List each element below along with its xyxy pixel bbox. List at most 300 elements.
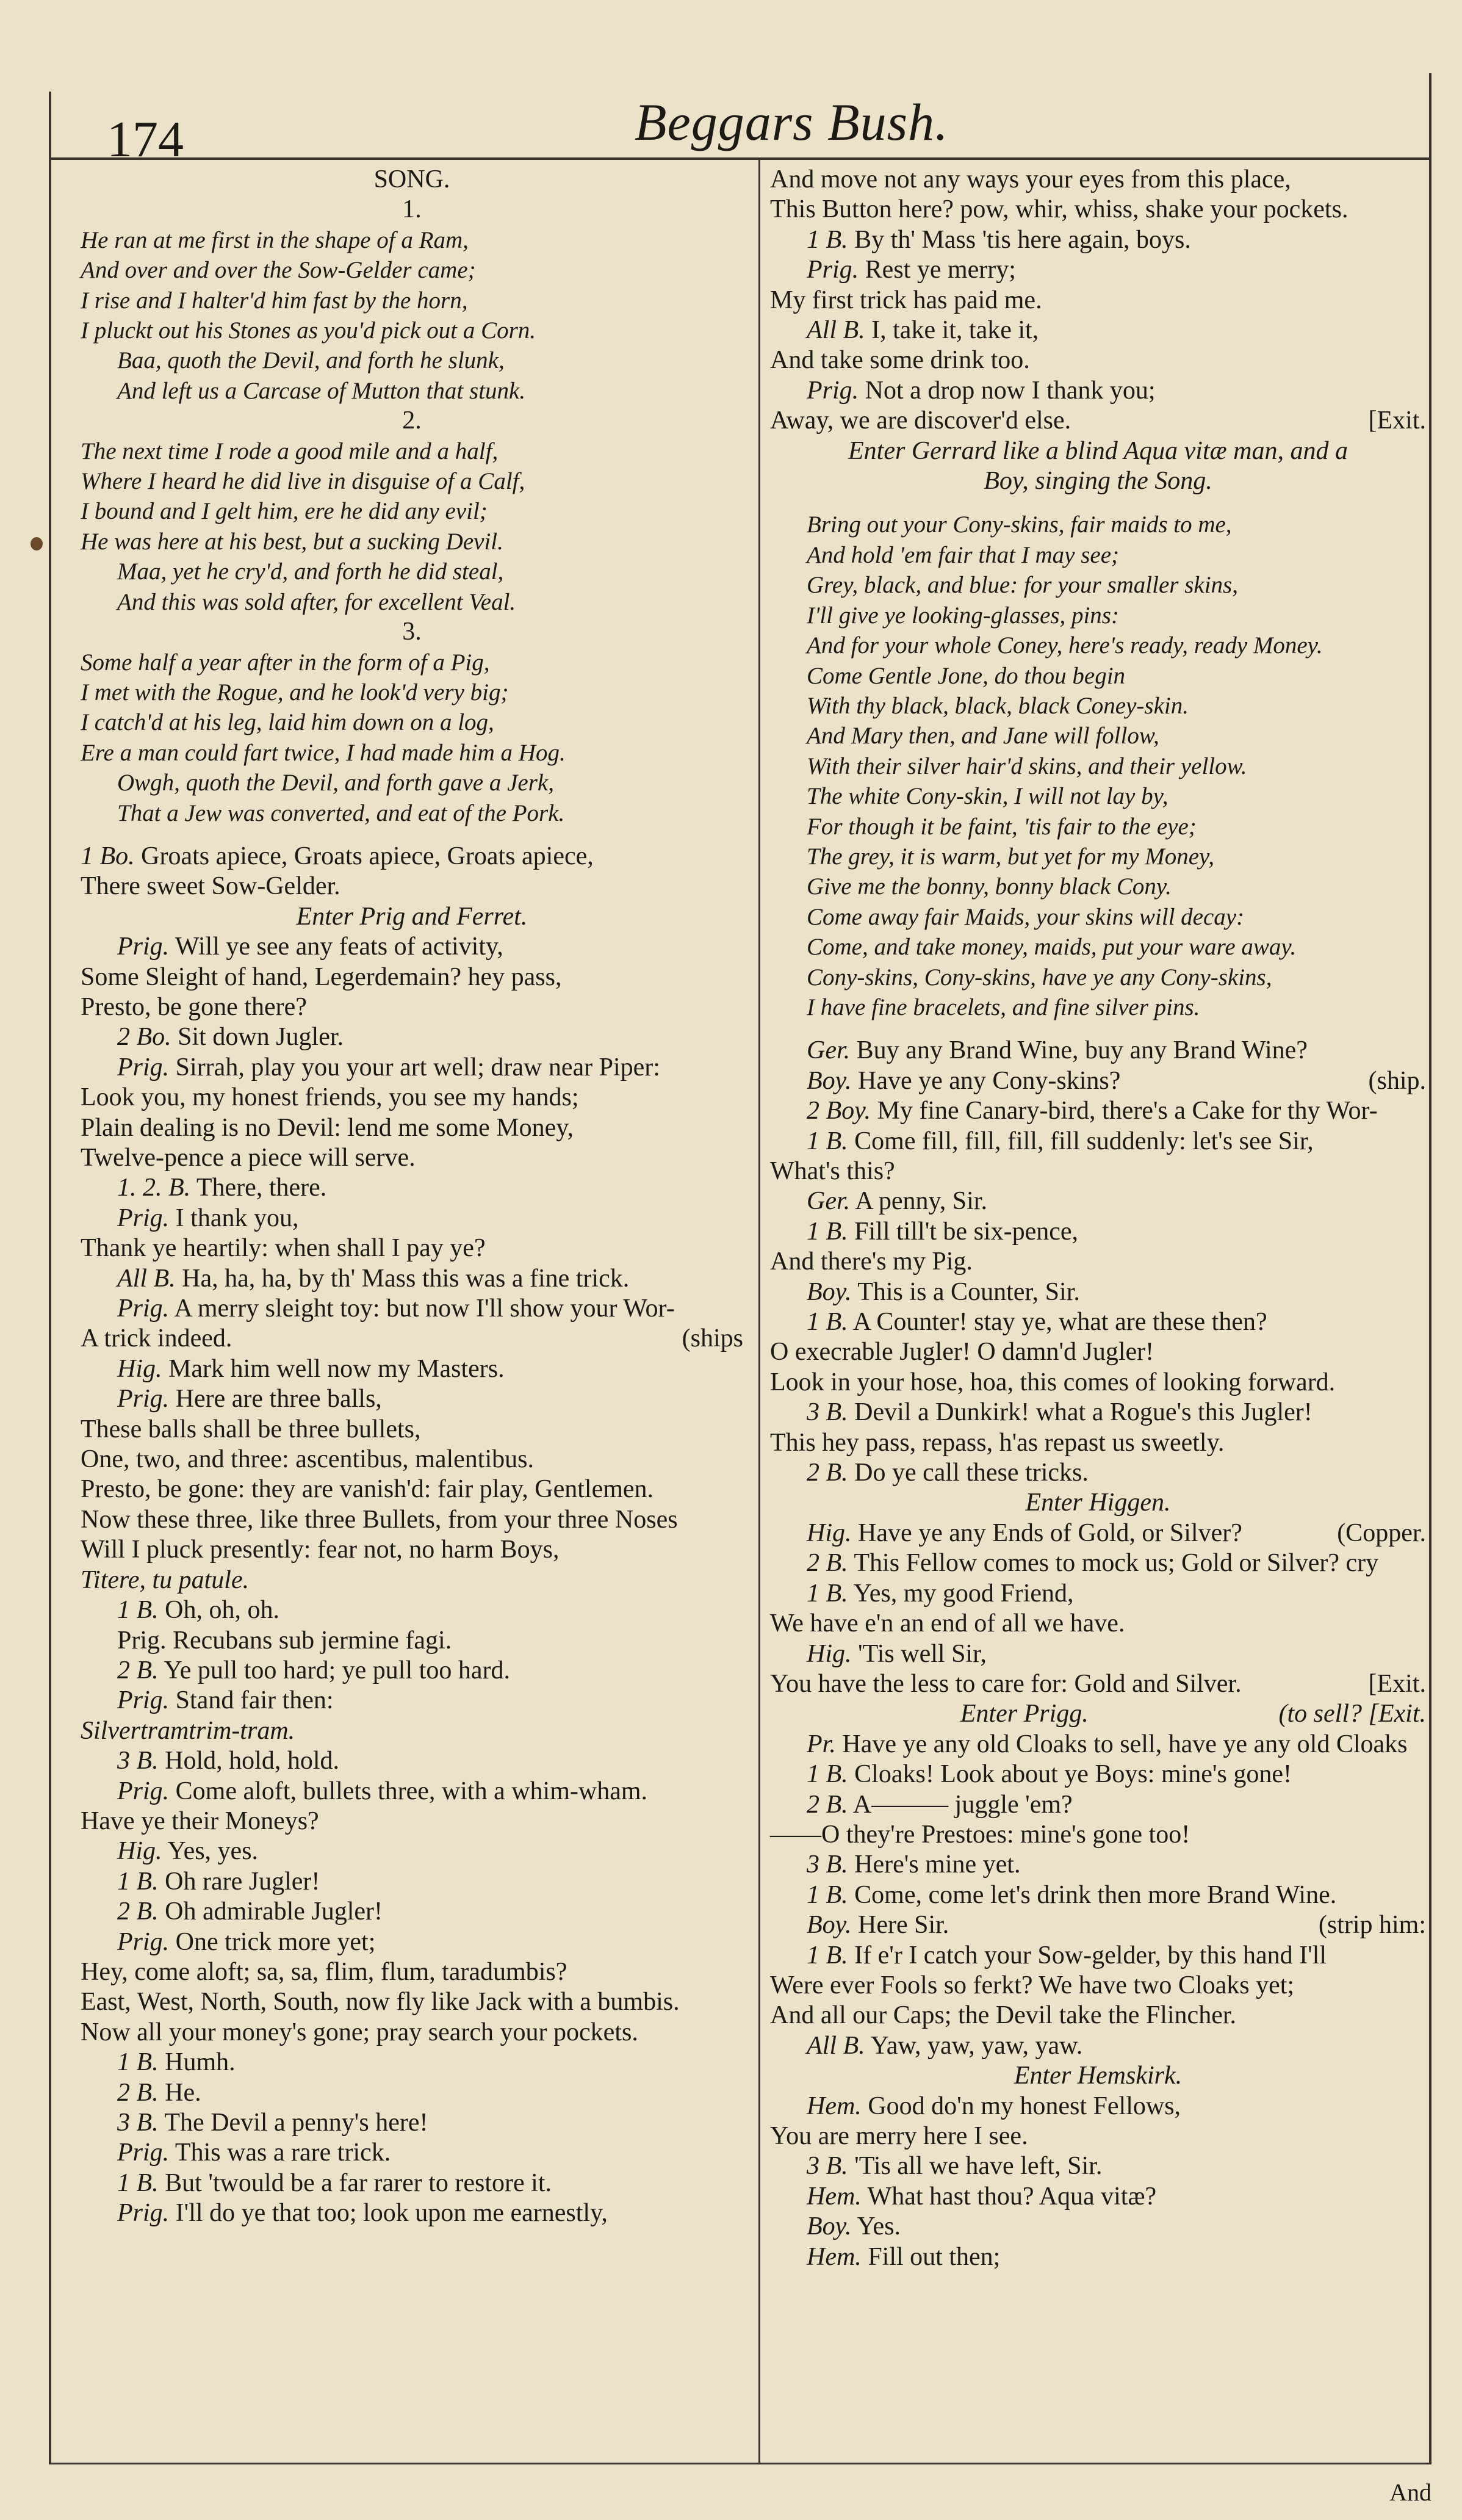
line-text: Presto, be gone there?: [81, 992, 307, 1021]
text-line: [770, 1820, 1426, 1850]
line-text: Have ye any old Cloaks to sell, have ye any old Cloaks: [835, 1730, 1408, 1758]
text-line: [81, 1987, 743, 2017]
line-text: Rest ye merry;: [859, 256, 1016, 284]
speaker-tag: 2 B.: [117, 2078, 159, 2107]
text-line: [81, 1294, 743, 1324]
song-verse-line: [81, 648, 743, 677]
speaker-tag: 2 B.: [117, 1656, 159, 1684]
line-text: We have e'n an end of all we have.: [770, 1609, 1125, 1638]
speaker-tag: Boy.: [807, 1277, 852, 1306]
text-line: [81, 1746, 743, 1776]
line-text: Some half a year after in the form of a Pig,: [81, 649, 490, 676]
text-line: [770, 2121, 1426, 2151]
line-text: There, there.: [190, 1174, 327, 1202]
text-line: [770, 1760, 1426, 1789]
bottom-rule: [49, 2463, 1431, 2464]
text-line: [770, 466, 1426, 496]
line-text: Come fill, fill, fill, fill suddenly: let's see Sir,: [848, 1127, 1314, 1155]
text-line: [81, 1836, 743, 1866]
text-line: [81, 962, 743, 992]
song-verse-line: [81, 587, 743, 617]
song-verse-line: [81, 677, 743, 707]
text-line: [81, 902, 743, 932]
text-line: [770, 2061, 1426, 2091]
speaker-tag: 2 Bo.: [117, 1023, 171, 1052]
text-line: [81, 165, 743, 195]
line-text: Good do'n my honest Fellows,: [861, 2092, 1181, 2120]
line-text: And all our Caps; the Devil take the Flincher.: [770, 2001, 1236, 2030]
text-line: [81, 872, 743, 901]
line-text: Fill out then;: [861, 2242, 1001, 2271]
speaker-tag: Prig.: [117, 1294, 170, 1323]
line-text: And there's my Pig.: [770, 1247, 973, 1276]
text-line: [770, 2182, 1426, 2212]
line-text: Twelve-pence a piece will serve.: [81, 1144, 416, 1172]
line-text: I met with the Rogue, and he look'd very big;: [81, 679, 509, 706]
column-divider: [758, 160, 760, 2464]
line-text: Owgh, quoth the Devil, and forth gave a Jerk,: [117, 770, 554, 796]
line-text: Will ye see any feats of activity,: [169, 933, 503, 961]
song-verse-line: [770, 812, 1426, 842]
line-text: Maa, yet he cry'd, and forth he did steal,: [117, 558, 504, 585]
line-text: Prig. Recubans sub jermine fagi.: [117, 1626, 452, 1655]
line-text: I pluckt out his Stones as you'd pick out a Corn.: [81, 317, 536, 344]
text-line: [770, 1157, 1426, 1186]
song-verse-line: [81, 345, 743, 375]
line-text: Thank ye heartily: when shall I pay ye?: [81, 1234, 486, 1263]
text-line: [81, 1173, 743, 1203]
song-verse-line: [770, 601, 1426, 630]
speaker-tag: 1 B.: [117, 1867, 159, 1896]
text-line: [770, 1036, 1426, 1066]
line-text: Come Gentle Jone, do thou begin: [807, 662, 1126, 689]
line-text: This was a rare trick.: [169, 2139, 391, 2167]
speaker-tag: 2 B.: [807, 1790, 848, 1819]
text-line: [81, 932, 743, 962]
text-line: [81, 2108, 743, 2138]
line-text: Were ever Fools so ferkt? We have two Cloaks yet;: [770, 1971, 1295, 1999]
line-text: You have the less to care for: Gold and Silver.: [770, 1669, 1242, 1698]
speaker-tag: Hem.: [807, 2092, 862, 2120]
speaker-tag: Prig.: [807, 256, 859, 284]
text-line: [81, 1565, 743, 1595]
right-column: [770, 165, 1426, 2272]
line-text: Hey, come aloft; sa, sa, flim, flum, taradumbis?: [81, 1957, 567, 1986]
text-line: [81, 1535, 743, 1565]
line-text: I, take it, take it,: [865, 316, 1039, 345]
text-line: [81, 1233, 743, 1263]
line-text: And move not any ways your eyes from this place,: [770, 165, 1291, 193]
song-verse-line: [81, 225, 743, 255]
line-text: A Counter! stay ye, what are these then?: [848, 1308, 1267, 1337]
text-line: [770, 1368, 1426, 1398]
text-line: [770, 1127, 1426, 1157]
line-text: Now these three, like three Bullets, from your three Noses: [81, 1505, 678, 1534]
line-text: Cloaks! Look about ye Boys: mine's gone!: [848, 1760, 1292, 1789]
line-text: Will I pluck presently: fear not, no harm Boys,: [81, 1536, 560, 1564]
turnover-text: (Copper.: [1337, 1518, 1426, 1547]
text-line: [770, 1639, 1426, 1669]
top-rule: [49, 157, 1431, 160]
line-text: The next time I rode a good mile and a half,: [81, 438, 499, 464]
line-text: Enter Hemskirk.: [1014, 2062, 1183, 2090]
line-text: These balls shall be three bullets,: [81, 1415, 421, 1443]
speaker-tag: 2 B.: [807, 1459, 848, 1487]
turnover-text: (strip him:: [1318, 1911, 1426, 1940]
line-text: Baa, quoth the Devil, and forth he slunk,: [117, 347, 505, 374]
left-rule: [49, 92, 51, 2464]
text-line: [770, 1850, 1426, 1880]
line-text: 'Tis well Sir,: [851, 1639, 987, 1668]
song-verse-line: [770, 842, 1426, 872]
speaker-tag: Hig.: [117, 1354, 162, 1383]
line-text: Some Sleight of hand, Legerdemain? hey pass,: [81, 962, 562, 991]
line-text: My fine Canary-bird, there's a Cake for thy Wor-: [870, 1097, 1378, 1125]
speaker-tag: Prig.: [807, 376, 859, 405]
line-text: A merry sleight toy: but now I'll show your Wor-: [169, 1294, 675, 1323]
line-text: Away, we are discover'd else.: [770, 406, 1071, 435]
line-text: Groats apiece, Groats apiece, Groats apiece,: [134, 842, 594, 870]
text-line: [81, 2138, 743, 2168]
speaker-tag: Prig.: [117, 2139, 170, 2167]
speaker-tag: Prig.: [117, 1385, 170, 1413]
line-text: Yes, my good Friend,: [848, 1579, 1074, 1608]
line-text: Look you, my honest friends, you see my hands;: [81, 1083, 579, 1112]
line-text: Not a drop now I thank you;: [859, 376, 1156, 405]
song-verse-line: [770, 932, 1426, 962]
speaker-tag: Boy.: [807, 2212, 852, 2241]
speaker-tag: Pr.: [807, 1730, 836, 1758]
line-text: 2.: [402, 406, 422, 435]
text-line: [81, 1324, 743, 1354]
line-text: Have ye any Cony-skins?: [851, 1066, 1121, 1095]
line-text: Have ye any Ends of Gold, or Silver?: [851, 1518, 1242, 1547]
text-line: [81, 842, 743, 872]
page-number: 174: [107, 111, 184, 168]
line-text: Enter Prig and Ferret.: [296, 902, 528, 931]
text-line: [770, 1428, 1426, 1458]
text-line: [770, 1730, 1426, 1760]
speaker-tag: Ger.: [807, 1036, 851, 1065]
song-verse-line: [81, 255, 743, 285]
line-text: A trick indeed.: [81, 1324, 232, 1353]
text-line: [81, 1475, 743, 1504]
line-text: He ran at me first in the shape of a Ram,: [81, 226, 469, 253]
text-line: [770, 1066, 1426, 1096]
line-text: This hey pass, repass, h'as repast us sweetly.: [770, 1428, 1225, 1457]
song-verse-line: [770, 962, 1426, 992]
speaker-tag: 1 B.: [117, 2168, 159, 2197]
line-text: This is a Counter, Sir.: [851, 1277, 1080, 1306]
speaker-tag: Prig.: [117, 1777, 170, 1805]
line-text: You are merry here I see.: [770, 2122, 1028, 2150]
text-line: [81, 1264, 743, 1294]
song-verse-line: [770, 661, 1426, 691]
song-verse-line: [81, 436, 743, 466]
text-line: [81, 1505, 743, 1535]
song-verse-line: [81, 738, 743, 768]
line-text: Fill till't be six-pence,: [848, 1217, 1078, 1246]
text-line: [81, 1716, 743, 1746]
speaker-tag: Prig.: [117, 2199, 170, 2228]
text-line: [770, 2092, 1426, 2121]
line-text: 1.: [402, 195, 422, 224]
line-text: He was here at his best, but a sucking Devil.: [81, 528, 503, 555]
turnover-text: (to sell? [Exit.: [1278, 1700, 1426, 1728]
text-line: [770, 1458, 1426, 1488]
line-text: Oh rare Jugler!: [158, 1867, 320, 1896]
text-line: [81, 2198, 743, 2228]
text-line: [81, 1384, 743, 1414]
text-line: [770, 436, 1426, 466]
speaker-tag: Hem.: [807, 2242, 862, 2271]
song-verse-line: [81, 557, 743, 587]
line-text: By th' Mass 'tis here again, boys.: [848, 225, 1191, 254]
speaker-tag: All B.: [117, 1264, 176, 1293]
line-text: That a Jew was converted, and eat of the Pork.: [117, 800, 565, 826]
speaker-tag: Hig.: [117, 1837, 162, 1866]
text-line: [770, 1910, 1426, 1940]
line-text: Here's mine yet.: [848, 1850, 1021, 1879]
line-text: And over and over the Sow-Gelder came;: [81, 257, 476, 284]
line-text: What hast thou? Aqua vitæ?: [861, 2182, 1157, 2211]
song-verse-line: [770, 751, 1426, 781]
line-text: The grey, it is warm, but yet for my Money,: [807, 843, 1214, 870]
line-text: I catch'd at his leg, laid him down on a log,: [81, 709, 494, 736]
turnover-text: (ships: [682, 1324, 743, 1353]
line-text: Enter Gerrard like a blind Aqua vitæ man, and a: [848, 436, 1348, 465]
text-line: [770, 1669, 1426, 1699]
text-line: [81, 1626, 743, 1656]
line-text: Give me the bonny, bonny black Cony.: [807, 873, 1172, 900]
line-text: Ere a man could fart twice, I had made him a Hog.: [81, 739, 566, 766]
ink-stain: [31, 537, 43, 551]
text-line: [770, 1518, 1426, 1548]
text-line: [81, 1083, 743, 1113]
text-line: [81, 406, 743, 436]
text-line: [770, 1096, 1426, 1126]
text-line: [81, 1113, 743, 1143]
text-line: [770, 1247, 1426, 1277]
line-text: Oh admirable Jugler!: [158, 1897, 383, 1926]
text-line: [81, 1053, 743, 1083]
speaker-tag: 1 B.: [117, 2048, 159, 2077]
turnover-text: [Exit.: [1368, 406, 1426, 435]
line-text: Sit down Jugler.: [171, 1023, 344, 1052]
speaker-tag: Prig.: [117, 1053, 170, 1081]
speaker-tag: 1. 2. B.: [117, 1174, 191, 1202]
line-text: 'Tis all we have left, Sir.: [848, 2152, 1103, 2181]
text-line: [81, 1022, 743, 1052]
line-text: Humh.: [158, 2048, 236, 2077]
line-text: What's this?: [770, 1157, 895, 1185]
song-verse-line: [770, 781, 1426, 811]
line-text: Here are three balls,: [169, 1385, 382, 1413]
line-text: Ye pull too hard; ye pull too hard.: [158, 1656, 510, 1684]
line-text: Come, come let's drink then more Brand Wine.: [848, 1880, 1337, 1909]
speaker-tag: Prig.: [117, 1686, 170, 1715]
text-line: [770, 1790, 1426, 1820]
right-rule: [1429, 73, 1431, 2464]
line-text: I rise and I halter'd him fast by the horn,: [81, 287, 468, 314]
line-text: Come aloft, bullets three, with a whim-wham.: [169, 1777, 648, 1805]
speaker-tag: Hig.: [807, 1518, 852, 1547]
line-text: Have ye their Moneys?: [81, 1807, 319, 1835]
line-text: And take some drink too.: [770, 346, 1030, 375]
line-text: Devil a Dunkirk! what a Rogue's this Jugler!: [848, 1398, 1313, 1427]
line-text: But 'twould be a far rarer to restore it.: [158, 2168, 552, 2197]
line-text: Silvertramtrim-tram.: [81, 1716, 295, 1745]
text-line: [81, 1143, 743, 1173]
turnover-text: (ship.: [1368, 1066, 1426, 1095]
speaker-tag: 1 B.: [117, 1596, 159, 1625]
text-line: [770, 165, 1426, 195]
line-text: Plain dealing is no Devil: lend me some Money,: [81, 1113, 574, 1142]
text-line: [81, 617, 743, 647]
line-text: ——O they're Prestoes: mine's gone too!: [770, 1820, 1190, 1849]
line-text: With their silver hair'd skins, and their yellow.: [807, 753, 1247, 779]
line-text: And this was sold after, for excellent Veal.: [117, 588, 516, 615]
spacer: [770, 1022, 1426, 1036]
line-text: He.: [158, 2078, 201, 2107]
text-line: [81, 1415, 743, 1445]
line-text: Look in your hose, hoa, this comes of looking forward.: [770, 1368, 1336, 1396]
line-text: Mark him well now my Masters.: [162, 1354, 505, 1383]
text-line: [770, 406, 1426, 436]
song-verse-line: [81, 316, 743, 345]
line-text: The Devil a penny's here!: [158, 2109, 428, 2137]
text-line: [81, 1927, 743, 1957]
speaker-tag: 3 B.: [117, 1747, 159, 1775]
text-line: [770, 225, 1426, 255]
text-line: [81, 1807, 743, 1836]
speaker-tag: 3 B.: [807, 2152, 848, 2181]
line-text: Bring out your Cony-skins, fair maids to me,: [807, 511, 1232, 538]
text-line: [770, 1971, 1426, 2001]
text-line: [81, 2078, 743, 2108]
speaker-tag: All B.: [807, 2031, 865, 2060]
line-text: I have fine bracelets, and fine silver pins.: [807, 994, 1200, 1020]
speaker-tag: All B.: [807, 316, 865, 345]
song-verse-line: [770, 570, 1426, 600]
text-line: [770, 286, 1426, 316]
text-line: [770, 1699, 1426, 1729]
speaker-tag: 1 B.: [807, 1760, 848, 1789]
speaker-tag: Prig.: [117, 1204, 170, 1232]
speaker-tag: Boy.: [807, 1066, 852, 1095]
line-text: One trick more yet;: [169, 1927, 376, 1956]
line-text: If e'r I catch your Sow-gelder, by this hand I'll: [848, 1941, 1327, 1969]
text-line: [770, 1609, 1426, 1639]
speaker-tag: 1 B.: [807, 1217, 848, 1246]
speaker-tag: 1 B.: [807, 225, 848, 254]
line-text: Now all your money's gone; pray search your pockets.: [81, 2018, 638, 2046]
text-line: [81, 1957, 743, 1987]
song-verse-line: [81, 798, 743, 828]
song-verse-line: [81, 496, 743, 526]
line-text: Buy any Brand Wine, buy any Brand Wine?: [850, 1036, 1308, 1065]
speaker-tag: Hig.: [807, 1639, 852, 1668]
line-text: East, West, North, South, now fly like Jack with a bumbis.: [81, 1988, 680, 2016]
line-text: Sirrah, play you your art well; draw near Piper:: [169, 1053, 660, 1081]
line-text: O execrable Jugler! O damn'd Jugler!: [770, 1338, 1154, 1367]
speaker-tag: 1 B.: [807, 1127, 848, 1155]
song-verse-line: [81, 286, 743, 316]
text-line: [770, 1548, 1426, 1578]
song-verse-line: [770, 540, 1426, 570]
line-text: For though it be faint, 'tis fair to the eye;: [807, 813, 1197, 840]
speaker-tag: Boy.: [807, 1911, 852, 1940]
text-line: [770, 376, 1426, 406]
line-text: With thy black, black, black Coney-skin.: [807, 692, 1189, 719]
line-text: I'll give ye looking-glasses, pins:: [807, 602, 1119, 629]
line-text: Oh, oh, oh.: [158, 1596, 279, 1625]
text-line: [770, 1186, 1426, 1216]
speaker-tag: 3 B.: [117, 2109, 159, 2137]
song-verse-line: [81, 466, 743, 496]
song-verse-line: [81, 707, 743, 737]
line-text: Here Sir.: [851, 1911, 949, 1940]
song-verse-line: [770, 992, 1426, 1022]
speaker-tag: 3 B.: [807, 1850, 848, 1879]
line-text: Boy, singing the Song.: [984, 467, 1212, 496]
text-line: [81, 2048, 743, 2078]
song-verse-line: [81, 768, 743, 798]
text-line: [81, 2168, 743, 2198]
text-line: [770, 345, 1426, 375]
line-text: This Fellow comes to mock us; Gold or Silver? cry: [848, 1549, 1379, 1578]
line-text: Titere, tu patule.: [81, 1565, 250, 1594]
text-line: [770, 2242, 1426, 2272]
text-line: [81, 1897, 743, 1927]
line-text: Yes.: [851, 2212, 901, 2241]
running-head: Beggars Bush.: [635, 93, 949, 151]
speaker-tag: 2 B.: [117, 1897, 159, 1926]
line-text: Yes, yes.: [162, 1837, 259, 1866]
line-text: And left us a Carcase of Mutton that stunk.: [117, 377, 526, 404]
text-line: [770, 1488, 1426, 1518]
speaker-tag: 1 B.: [807, 1941, 848, 1969]
song-verse-line: [81, 527, 743, 557]
line-text: Enter Higgen.: [1025, 1489, 1171, 1517]
song-verse-line: [770, 872, 1426, 901]
text-line: [81, 195, 743, 225]
line-text: SONG.: [373, 165, 450, 193]
left-column: [81, 165, 743, 2229]
text-line: [81, 992, 743, 1022]
line-text: And hold 'em fair that I may see;: [807, 541, 1119, 568]
text-line: [770, 316, 1426, 345]
song-verse-line: [770, 691, 1426, 721]
line-text: There sweet Sow-Gelder.: [81, 872, 340, 901]
line-text: The white Cony-skin, I will not lay by,: [807, 783, 1169, 810]
spacer: [81, 828, 743, 842]
text-line: [770, 1579, 1426, 1609]
text-line: [770, 1277, 1426, 1307]
song-verse-line: [770, 902, 1426, 932]
speaker-tag: Hem.: [807, 2182, 862, 2211]
line-text: Cony-skins, Cony-skins, have ye any Cony-skins,: [807, 964, 1272, 991]
text-line: [81, 1445, 743, 1475]
line-text: Where I heard he did live in disguise of a Calf,: [81, 468, 525, 495]
text-line: [770, 1217, 1426, 1247]
line-text: Hold, hold, hold.: [158, 1747, 339, 1775]
speaker-tag: 1 Bo.: [81, 842, 135, 870]
song-verse-line: [81, 376, 743, 406]
line-text: 3.: [402, 618, 422, 646]
line-text: Ha, ha, ha, by th' Mass this was a fine trick.: [175, 1264, 630, 1293]
text-line: [770, 1398, 1426, 1428]
